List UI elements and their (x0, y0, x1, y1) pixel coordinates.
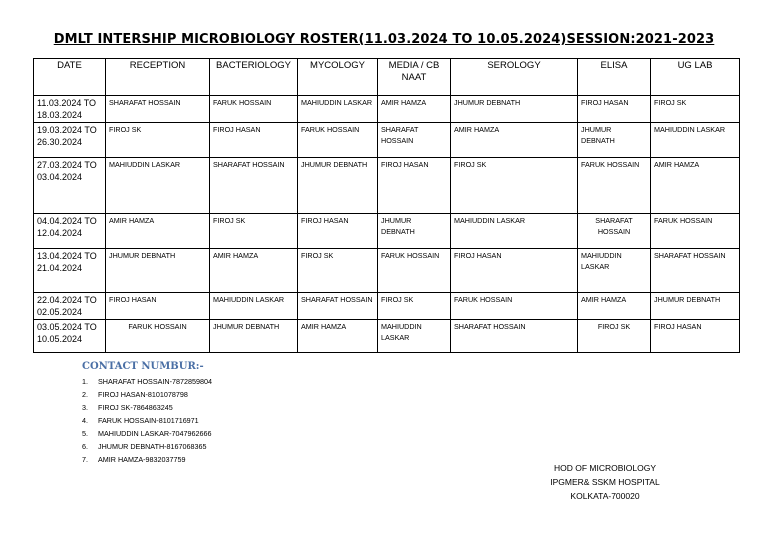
contact-text: SHARAFAT HOSSAIN-7872859804 (98, 377, 212, 386)
table-row (34, 96, 740, 123)
list-number: 3. (82, 403, 88, 412)
media-cell: FIROJ HASAN (378, 158, 451, 214)
media-cell: SHARAFAT HOSSAIN (378, 123, 451, 158)
serology-cell: FIROJ HASAN (451, 249, 578, 293)
list-item (82, 440, 212, 453)
elisa-cell: FIROJ HASAN (578, 96, 651, 123)
signature-line-3: KOLKATA-700020 (570, 491, 640, 501)
header-date: DATE (34, 59, 106, 96)
bacteriology-cell: MAHIUDDIN LASKAR (210, 293, 298, 320)
uglab-cell: JHUMUR DEBNATH (651, 293, 740, 320)
date-cell: 11.03.2024 TO 18.03.2024 (34, 96, 106, 123)
contact-text: FIROJ SK-7864863245 (98, 403, 173, 412)
date-cell: 04.04.2024 TO 12.04.2024 (34, 214, 106, 249)
uglab-cell: AMIR HAMZA (651, 158, 740, 214)
mycology-cell: FIROJ SK (298, 249, 378, 293)
elisa-cell: JHUMUR DEBNATH (578, 123, 651, 158)
list-number: 2. (82, 390, 88, 399)
uglab-cell: FARUK HOSSAIN (651, 214, 740, 249)
serology-cell: JHUMUR DEBNATH (451, 96, 578, 123)
header-mycology: MYCOLOGY (298, 59, 378, 96)
table-row (34, 123, 740, 158)
date-cell: 19.03.2024 TO 26.30.2024 (34, 123, 106, 158)
table-row (34, 293, 740, 320)
contact-text: JHUMUR DEBNATH-8167068365 (98, 442, 207, 451)
uglab-cell: FIROJ HASAN (651, 320, 740, 353)
date-cell: 27.03.2024 TO 03.04.2024 (34, 158, 106, 214)
table-row (34, 249, 740, 293)
mycology-cell: SHARAFAT HOSSAIN (298, 293, 378, 320)
reception-cell: MAHIUDDIN LASKAR (106, 158, 210, 214)
header-reception: RECEPTION (106, 59, 210, 96)
header-uglab: UG LAB (651, 59, 740, 96)
signature-line-1: HOD OF MICROBIOLOGY (553, 463, 656, 473)
uglab-cell: MAHIUDDIN LASKAR (651, 123, 740, 158)
uglab-cell: FIROJ SK (651, 96, 740, 123)
table-row (34, 158, 740, 214)
serology-cell: SHARAFAT HOSSAIN (451, 320, 578, 353)
media-cell: FARUK HOSSAIN (378, 249, 451, 293)
mycology-cell: AMIR HAMZA (298, 320, 378, 353)
reception-cell: FARUK HOSSAIN (106, 320, 210, 353)
mycology-cell: JHUMUR DEBNATH (298, 158, 378, 214)
reception-cell: SHARAFAT HOSSAIN (106, 96, 210, 123)
serology-cell: MAHIUDDIN LASKAR (451, 214, 578, 249)
contact-text: FARUK HOSSAIN-8101716971 (98, 416, 199, 425)
header-elisa: ELISA (578, 59, 651, 96)
contact-heading: CONTACT NUMBUR:- (82, 361, 204, 372)
list-number: 5. (82, 429, 88, 438)
contact-text: AMIR HAMZA-9832037759 (98, 455, 186, 464)
serology-cell: FARUK HOSSAIN (451, 293, 578, 320)
document-title: DMLT INTERSHIP MICROBIOLOGY ROSTER(11.03.2024 TO 10.05.2024)SESSION:2021-2023 (53, 32, 715, 47)
date-cell: 13.04.2024 TO 21.04.2024 (34, 249, 106, 293)
bacteriology-cell: SHARAFAT HOSSAIN (210, 158, 298, 214)
list-number: 7. (82, 455, 88, 464)
header-media: MEDIA / CB NAAT (378, 59, 451, 96)
header-bacteriology: BACTERIOLOGY (210, 59, 298, 96)
elisa-cell: FIROJ SK (578, 320, 651, 353)
mycology-cell: FIROJ HASAN (298, 214, 378, 249)
roster-table (33, 58, 740, 353)
list-item (82, 375, 212, 388)
bacteriology-cell: FIROJ HASAN (210, 123, 298, 158)
bacteriology-cell: AMIR HAMZA (210, 249, 298, 293)
mycology-cell: MAHIUDDIN LASKAR (298, 96, 378, 123)
contact-text: MAHIUDDIN LASKAR-7047962666 (98, 429, 212, 438)
contact-list (82, 375, 212, 466)
contact-text: FIROJ HASAN-8101078798 (98, 390, 188, 399)
list-item (82, 388, 212, 401)
serology-cell: FIROJ SK (451, 158, 578, 214)
reception-cell: AMIR HAMZA (106, 214, 210, 249)
elisa-cell: MAHIUDDIN LASKAR (578, 249, 651, 293)
elisa-cell: FARUK HOSSAIN (578, 158, 651, 214)
reception-cell: FIROJ SK (106, 123, 210, 158)
list-item (82, 427, 212, 440)
header-row (34, 59, 740, 96)
list-item (82, 453, 212, 466)
table-row (34, 320, 740, 353)
header-serology: SEROLOGY (451, 59, 578, 96)
date-cell: 22.04.2024 TO 02.05.2024 (34, 293, 106, 320)
media-cell: MAHIUDDIN LASKAR (378, 320, 451, 353)
mycology-cell: FARUK HOSSAIN (298, 123, 378, 158)
list-item (82, 414, 212, 427)
bacteriology-cell: JHUMUR DEBNATH (210, 320, 298, 353)
list-number: 6. (82, 442, 88, 451)
media-cell: AMIR HAMZA (378, 96, 451, 123)
list-number: 1. (82, 377, 88, 386)
list-number: 4. (82, 416, 88, 425)
media-cell: JHUMUR DEBNATH (378, 214, 451, 249)
signature-block (540, 461, 670, 503)
signature-line-2: IPGMER& SSKM HOSPITAL (550, 477, 660, 487)
bacteriology-cell: FIROJ SK (210, 214, 298, 249)
reception-cell: FIROJ HASAN (106, 293, 210, 320)
serology-cell: AMIR HAMZA (451, 123, 578, 158)
table-row (34, 214, 740, 249)
uglab-cell: SHARAFAT HOSSAIN (651, 249, 740, 293)
date-cell: 03.05.2024 TO 10.05.2024 (34, 320, 106, 353)
elisa-cell: SHARAFAT HOSSAIN (578, 214, 651, 249)
elisa-cell: AMIR HAMZA (578, 293, 651, 320)
reception-cell: JHUMUR DEBNATH (106, 249, 210, 293)
bacteriology-cell: FARUK HOSSAIN (210, 96, 298, 123)
list-item (82, 401, 212, 414)
media-cell: FIROJ SK (378, 293, 451, 320)
